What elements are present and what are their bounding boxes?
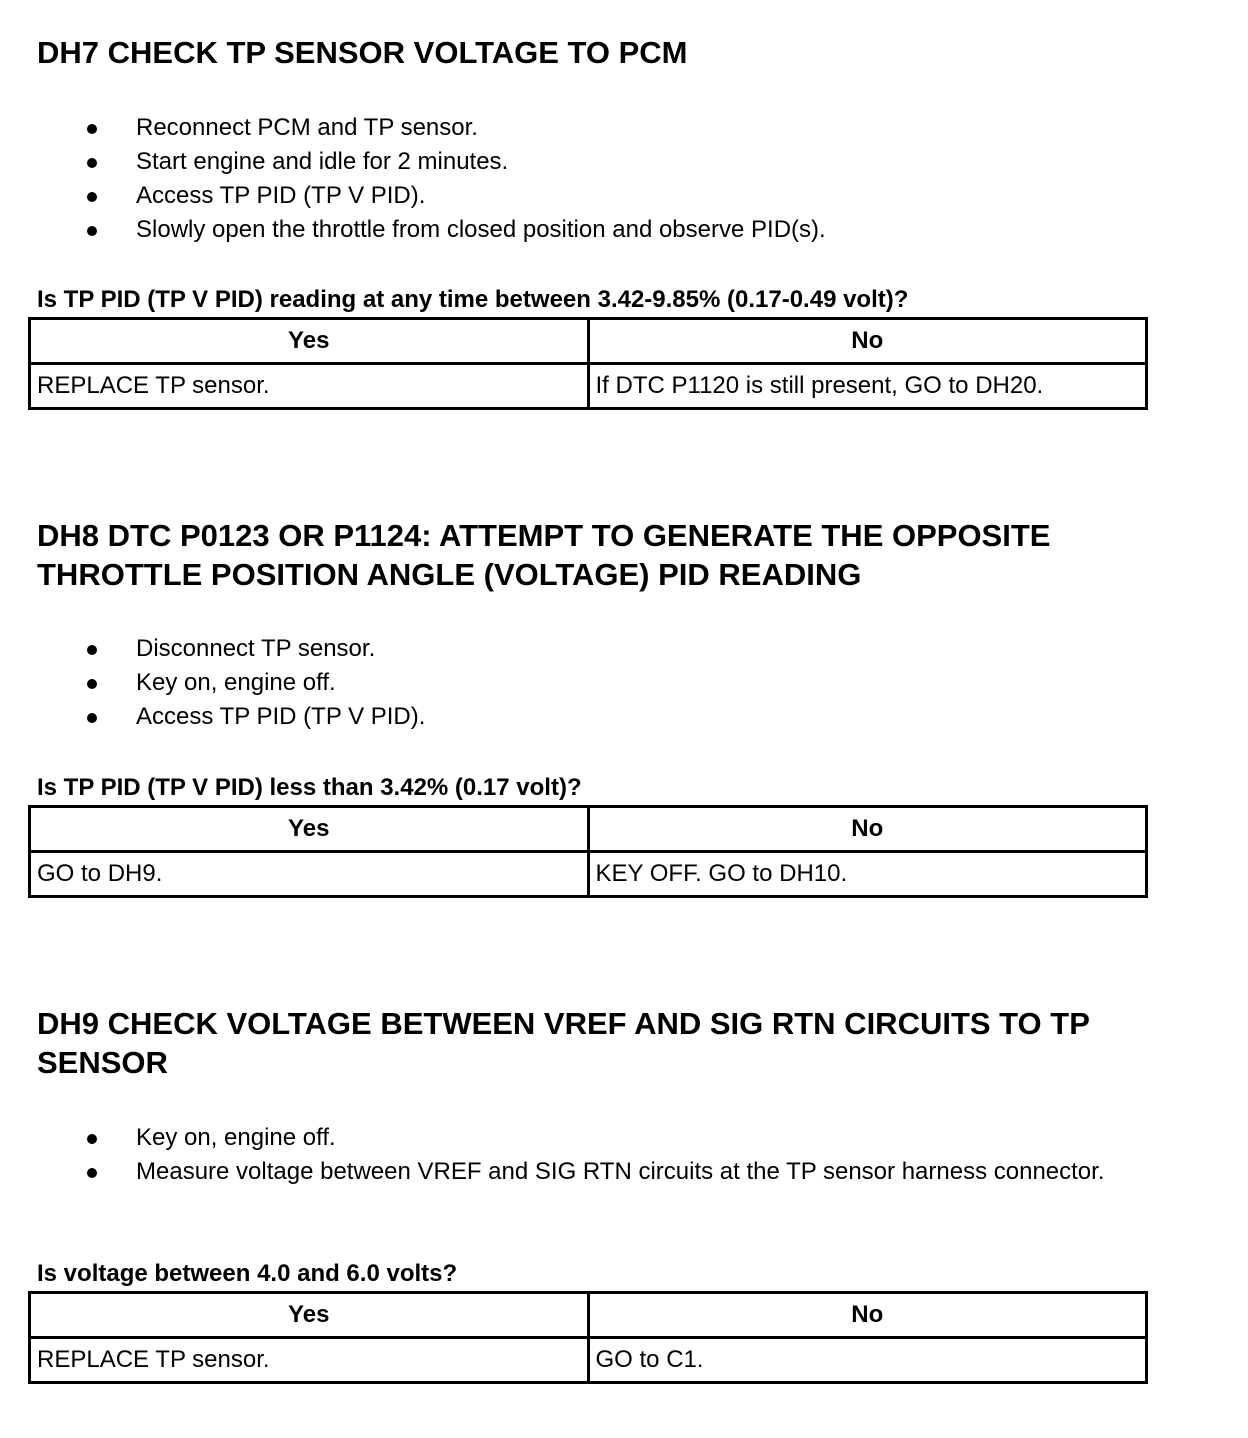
table-row bbox=[30, 1338, 1147, 1383]
table-header-row bbox=[30, 319, 1147, 364]
section-dh7-heading: DH7 CHECK TP SENSOR VOLTAGE TO PCM bbox=[37, 35, 688, 70]
table-row bbox=[30, 364, 1147, 409]
bullet-icon bbox=[87, 158, 97, 168]
list-item: Measure voltage between VREF and SIG RTN circuits at the TP sensor harness connector. bbox=[0, 1156, 1136, 1188]
list-item: Key on, engine off. bbox=[0, 667, 1136, 699]
no-header: No bbox=[588, 1293, 1147, 1338]
bullet-icon bbox=[87, 124, 97, 134]
yes-header: Yes bbox=[30, 319, 589, 364]
no-action: If DTC P1120 is still present, GO to DH20. bbox=[588, 364, 1147, 409]
yes-action: REPLACE TP sensor. bbox=[30, 1338, 589, 1383]
list-item: Disconnect TP sensor. bbox=[0, 633, 1136, 665]
bullet-icon bbox=[87, 679, 97, 689]
list-item: Access TP PID (TP V PID). bbox=[0, 701, 1136, 733]
table-header-row bbox=[30, 807, 1147, 852]
bullet-icon bbox=[87, 645, 97, 655]
section-dh8-steps bbox=[0, 633, 1248, 735]
section-dh9-steps bbox=[0, 1122, 1248, 1190]
list-item: Start engine and idle for 2 minutes. bbox=[0, 146, 1136, 178]
section-dh8-heading: DH8 DTC P0123 OR P1124: ATTEMPT TO GENERATE THE OPPOSITE THROTTLE POSITION ANGLE (VOLTAGE) PID READING bbox=[37, 518, 1051, 592]
table-header-row bbox=[30, 1293, 1147, 1338]
no-action: GO to C1. bbox=[588, 1338, 1147, 1383]
list-item: Slowly open the throttle from closed position and observe PID(s). bbox=[0, 214, 1136, 246]
section-dh8-question: Is TP PID (TP V PID) less than 3.42% (0.17 volt)? bbox=[37, 774, 582, 801]
section-dh7-steps bbox=[0, 112, 1248, 248]
yes-header: Yes bbox=[30, 807, 589, 852]
yes-action: REPLACE TP sensor. bbox=[30, 364, 589, 409]
no-header: No bbox=[588, 319, 1147, 364]
section-dh8-decision-table bbox=[28, 805, 1148, 898]
bullet-icon bbox=[87, 1168, 97, 1178]
bullet-icon bbox=[87, 713, 97, 723]
bullet-icon bbox=[87, 226, 97, 236]
section-dh7-decision-table bbox=[28, 317, 1148, 410]
list-item: Access TP PID (TP V PID). bbox=[0, 180, 1136, 212]
section-dh9-heading: DH9 CHECK VOLTAGE BETWEEN VREF AND SIG RTN CIRCUITS TO TP SENSOR bbox=[37, 1006, 1090, 1080]
no-action: KEY OFF. GO to DH10. bbox=[588, 852, 1147, 897]
yes-header: Yes bbox=[30, 1293, 589, 1338]
table-row bbox=[30, 852, 1147, 897]
section-dh7-question: Is TP PID (TP V PID) reading at any time between 3.42-9.85% (0.17-0.49 volt)? bbox=[37, 286, 909, 313]
list-item: Reconnect PCM and TP sensor. bbox=[0, 112, 1136, 144]
list-item: Key on, engine off. bbox=[0, 1122, 1136, 1154]
section-dh9-decision-table bbox=[28, 1291, 1148, 1384]
yes-action: GO to DH9. bbox=[30, 852, 589, 897]
bullet-icon bbox=[87, 1134, 97, 1144]
bullet-icon bbox=[87, 192, 97, 202]
no-header: No bbox=[588, 807, 1147, 852]
section-dh9-question: Is voltage between 4.0 and 6.0 volts? bbox=[37, 1260, 458, 1287]
